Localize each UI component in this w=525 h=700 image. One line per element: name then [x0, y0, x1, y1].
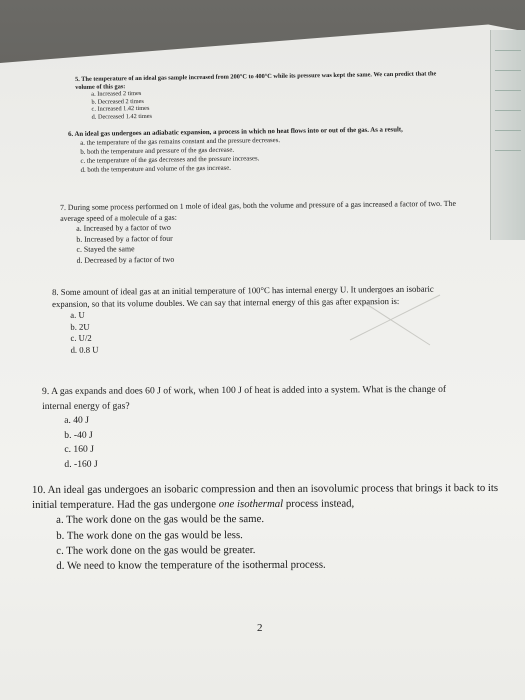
- option-d: d. both the temperature and volume of the gas increase.: [80, 164, 232, 174]
- question-8: [52, 283, 468, 356]
- question-6: [68, 125, 464, 175]
- option-c: c. Increased 1.42 times: [91, 105, 150, 114]
- option-c: c. The work done on the gas would be greater.: [56, 543, 256, 557]
- option-a: a. the temperature of the gas remains constant and the pressure decreases.: [80, 136, 281, 147]
- option-d: d. 0.8 U: [70, 344, 99, 355]
- option-a: a. Increased by a factor of two: [76, 222, 171, 233]
- question-stem: 7. During some process performed on 1 mole of ideal gas, both the volume and pressure of a gas increased a factor of two. The average speed of a molecule of a gas:: [60, 198, 456, 223]
- option-b: b. The work done on the gas would be less.: [56, 528, 243, 542]
- option-c: c. the temperature of the gas decreases and the pressure increases.: [80, 155, 260, 165]
- question-7: [60, 199, 463, 266]
- question-9: [42, 383, 474, 472]
- option-d: d. -160 J: [64, 458, 98, 470]
- option-c: c. U/2: [70, 332, 92, 343]
- option-a: a. Increased 2 times: [91, 90, 142, 98]
- question-stem: 6. An ideal gas undergoes an adiabatic expansion, a process in which no heat flows into or out of the gas. As a result,: [68, 126, 403, 138]
- option-d: d. Decreased 1.42 times: [91, 112, 153, 121]
- option-b: b. -40 J: [64, 429, 93, 441]
- option-d: d. Decreased by a factor of two: [76, 254, 175, 265]
- option-c: c. Stayed the same: [76, 244, 135, 254]
- stem-emphasis: one isothermal: [218, 498, 284, 511]
- option-c: c. 160 J: [64, 443, 94, 455]
- question-10: [32, 481, 502, 574]
- question-5: [75, 70, 456, 122]
- option-b: b. Decreased 2 times: [91, 97, 144, 106]
- stem-text: 10. An ideal gas undergoes an isobaric compression and then an isovolumic process that brings it back to its initial temperature. Had the gas undergone: [32, 481, 499, 512]
- option-a: a. The work done on the gas would be the same.: [56, 513, 265, 527]
- stem-text-end: process instead,: [283, 497, 355, 511]
- option-d: d. We need to know the temperature of the isothermal process.: [56, 558, 326, 572]
- option-b: b. both the temperature and pressure of the gas decrease.: [80, 146, 235, 156]
- question-stem: 8. Some amount of ideal gas at an initial temperature of 100°C has internal energy U. It undergoes an isobaric expansion, so that its volume doubles. We can say that internal energy of this gas after expansion is:: [52, 283, 434, 309]
- question-stem: 9. A gas expands and does 60 J of work, when 100 J of heat is added into a system. What is the change of internal energy of gas?: [42, 383, 447, 412]
- question-stem: [32, 481, 502, 513]
- option-a: a. U: [70, 309, 85, 320]
- option-a: a. 40 J: [64, 414, 89, 426]
- question-stem: 5. The temperature of an ideal gas sample increased from 200°C to 400°C while its pressure was kept the same. We can predict that the volume of this gas:: [75, 70, 437, 91]
- page-number: 2: [257, 622, 263, 634]
- option-b: b. Increased by a factor of four: [76, 233, 173, 244]
- option-b: b. 2U: [70, 321, 90, 332]
